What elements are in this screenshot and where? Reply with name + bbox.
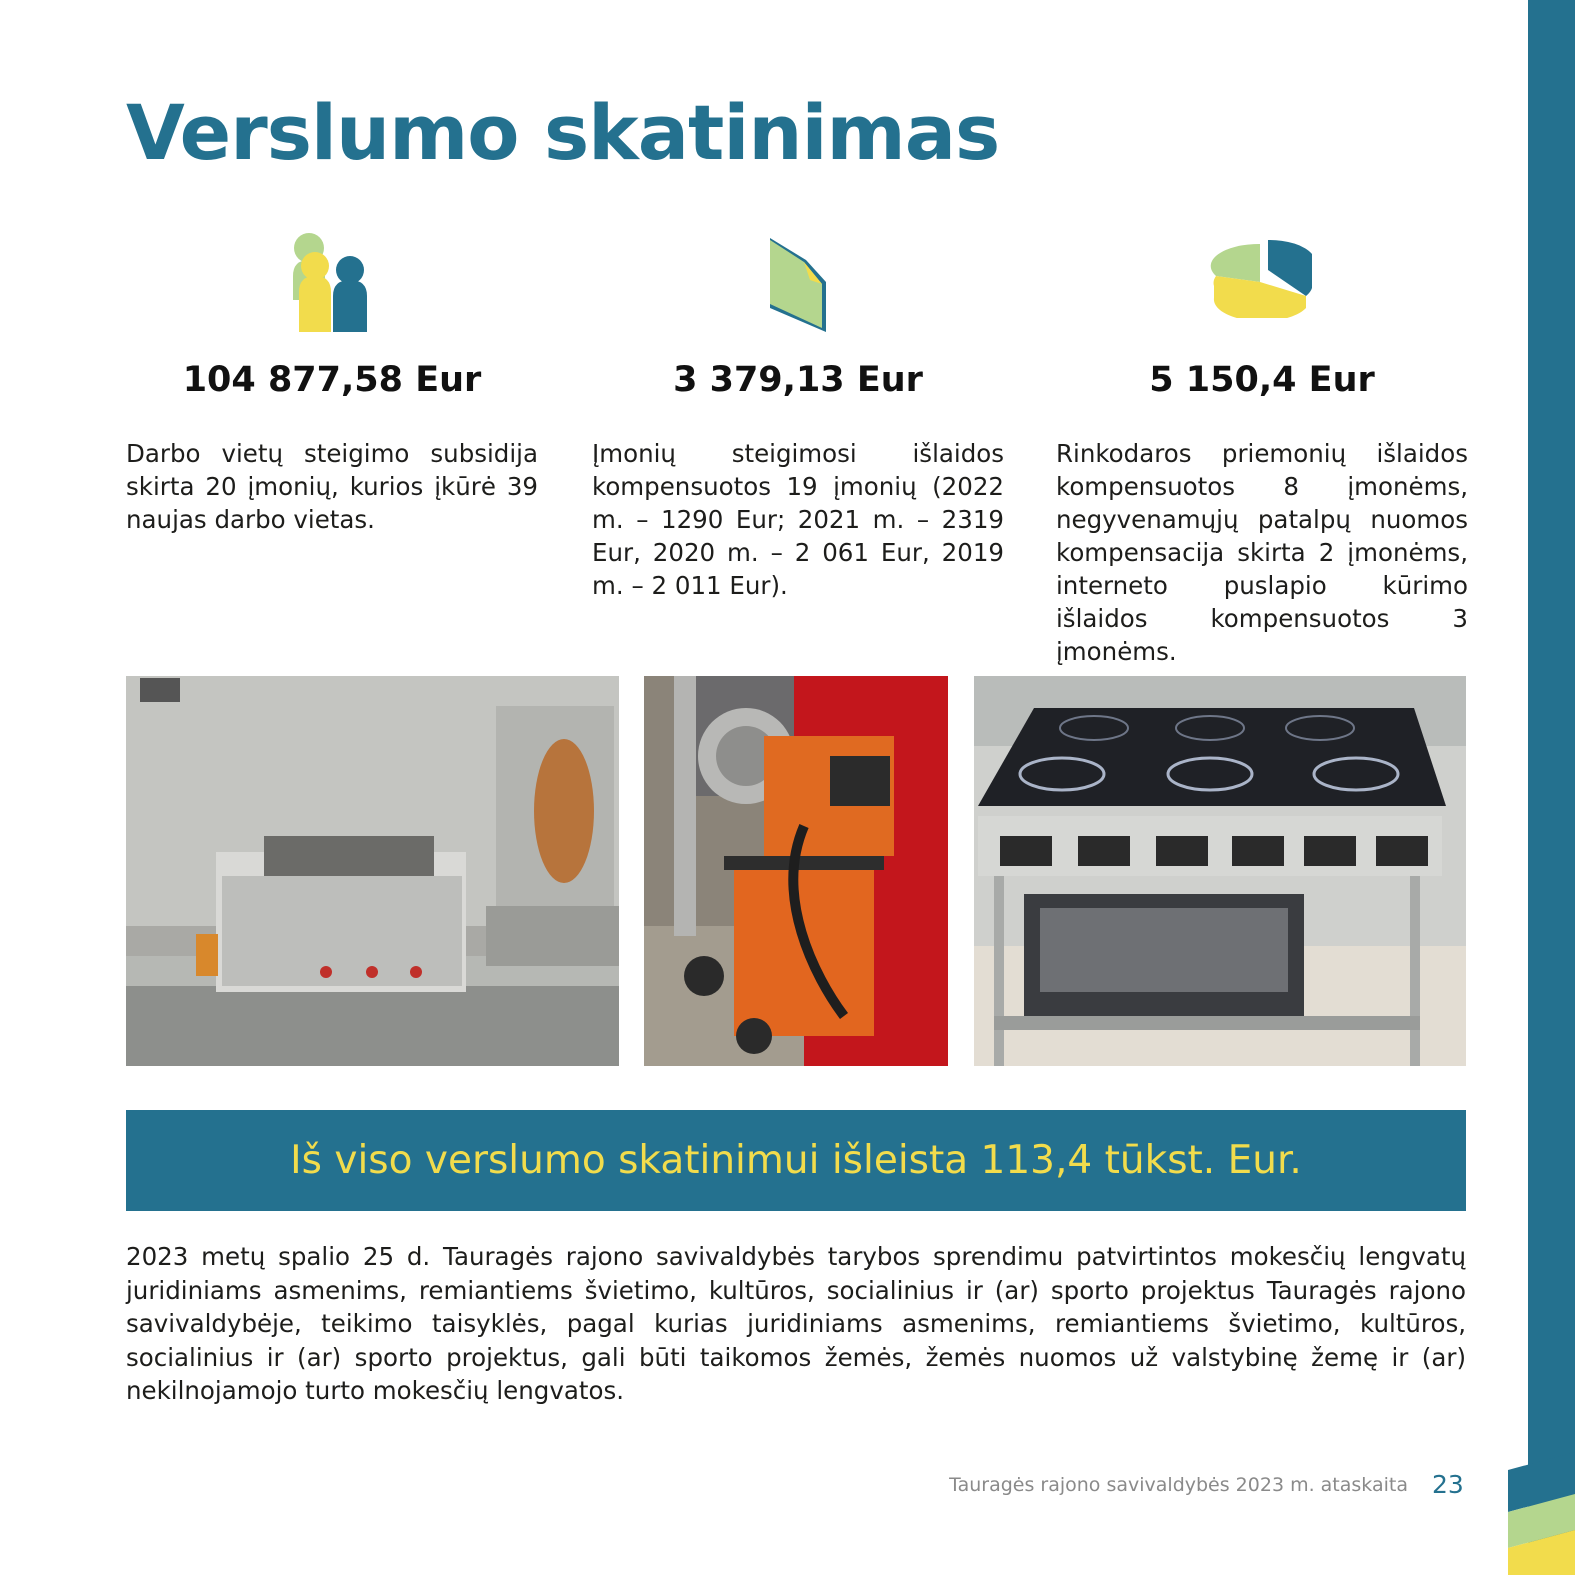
total-banner (126, 1110, 1466, 1211)
stat-amount: 5 150,4 Eur (1149, 360, 1375, 400)
page-number: 23 (1432, 1470, 1464, 1499)
stat-amount: 104 877,58 Eur (182, 360, 482, 400)
people-icon (126, 232, 538, 342)
kitchen-equipment-photo (126, 676, 619, 1066)
stat-description: Rinkodaros priemonių išlaidos kompensuotos 8 įmonėms, negyvenamųjų patalpų nuomos kompensacija skirta 2 įmonėms, interneto puslapio kūrimo išlaidos kompensuotos 3 įmonėms. (1056, 439, 1468, 666)
stat-description: Darbo vietų steigimo subsidija skirta 20 įmonių, kurios įkūrė 39 naujas darbo vietas. (126, 439, 538, 534)
document-icon (592, 232, 1004, 342)
footer-report-title: Tauragės rajono savivaldybės 2023 m. ataskaita (949, 1474, 1408, 1496)
total-banner-text: Iš viso verslumo skatinimui išleista 113,4 tūkst. Eur. (290, 1138, 1302, 1183)
stat-amount: 3 379,13 Eur (673, 360, 923, 400)
corner-decoration (1500, 1440, 1575, 1575)
page-title: Verslumo skatinimas (126, 88, 1000, 177)
welding-machine-photo (644, 676, 948, 1066)
side-accent-bar (1528, 0, 1575, 1575)
body-paragraph: 2023 metų spalio 25 d. Tauragės rajono savivaldybės tarybos sprendimu patvirtintos mokesčių lengvatų juridiniams asmenims, remiantiems švietimo, kultūros, socialinius ir (ar) sporto projektus Tauragės rajono savivaldybėje, teikimo taisyklės, pagal kurias juridiniams asmenims, remiantiems švietimo, kultūros, socialinius ir (ar) sporto projektus, gali būti taikomos žemės, žemės nuomos už valstybinę žemę ir (ar) nekilnojamojo turto mokesčių lengvatos. (126, 1242, 1466, 1405)
stat-description: Įmonių steigimosi išlaidos kompensuotos 19 įmonių (2022 m. – 1290 Eur; 2021 m. – 2319 Eur, 2020 m. – 2 061 Eur, 2019 m. – 2 011 Eur). (592, 439, 1004, 600)
pie-chart-icon (1056, 232, 1468, 342)
induction-stove-photo (974, 676, 1466, 1066)
